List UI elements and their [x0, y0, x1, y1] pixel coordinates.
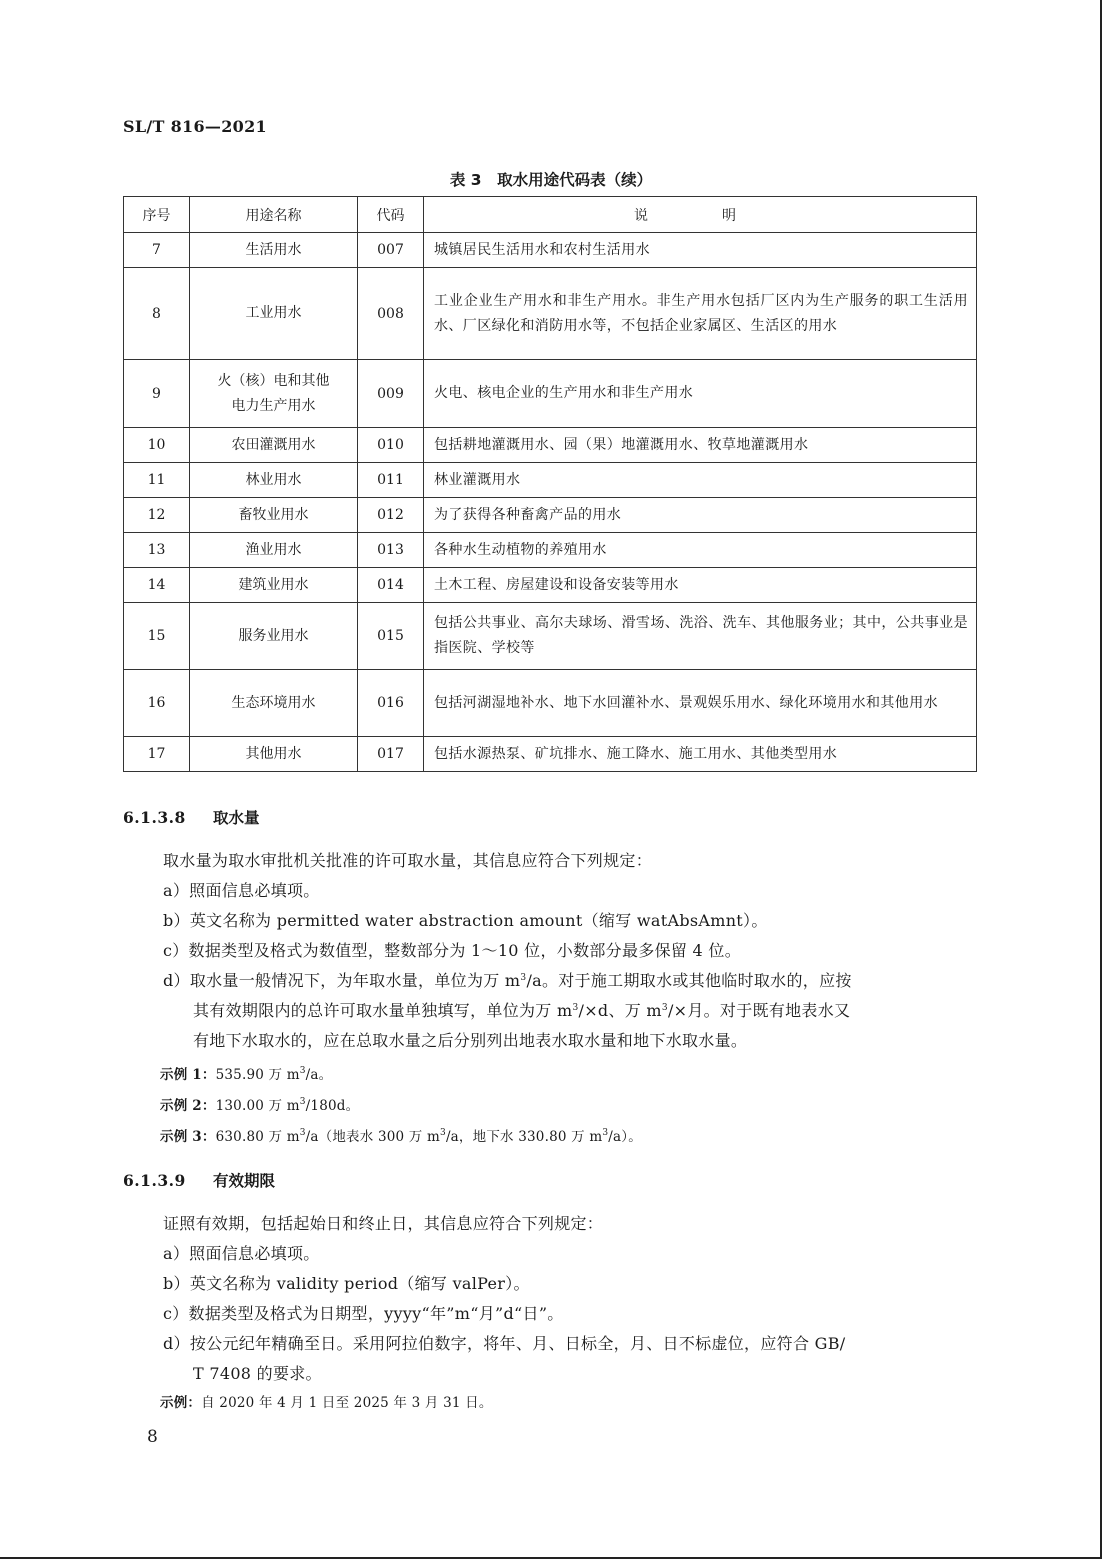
superscript: 3	[572, 1003, 579, 1013]
cell-desc: 林业灌溉用水	[424, 463, 977, 498]
table-row	[124, 498, 977, 533]
text-run: 130.00 万 m	[215, 1098, 300, 1114]
cell-name-line: 服务业用水	[238, 627, 309, 644]
example	[160, 1391, 493, 1411]
cell-name	[190, 603, 358, 670]
cell-seq: 16	[124, 670, 190, 737]
section-intro: 取水量为取水审批机关批准的许可取水量，其信息应符合下列规定：	[163, 851, 653, 870]
cell-desc: 为了获得各种畜禽产品的用水	[424, 498, 977, 533]
superscript: 3	[661, 1003, 668, 1013]
header-code: 代码	[358, 197, 424, 233]
superscript: 3	[299, 1097, 306, 1107]
cell-code: 015	[358, 603, 424, 670]
text-run: 其有效期限内的总许可取水量单独填写，单位为万 m	[193, 1001, 573, 1020]
cell-code: 011	[358, 463, 424, 498]
list-item-b: b）英文名称为 permitted water abstraction amount（缩写 watAbsAmnt）。	[163, 911, 768, 930]
list-item-d-line-3: 有地下水取水的，应在总取水量之后分别列出地表水取水量和地下水取水量。	[193, 1031, 748, 1050]
example-1	[160, 1063, 332, 1083]
header-seq: 序号	[124, 197, 190, 233]
text-run: /180d。	[305, 1098, 360, 1114]
cell-name-line: 生活用水	[245, 241, 302, 258]
list-item-c: c）数据类型及格式为数值型，整数部分为 1～10 位，小数部分最多保留 4 位。	[163, 941, 742, 960]
list-item-d-line-2	[193, 996, 850, 1026]
cell-name-line: 渔业用水	[245, 541, 302, 558]
text-run: 自 2020 年 4 月 1 日至 2025 年 3 月 31 日。	[201, 1395, 493, 1411]
table-row	[124, 568, 977, 603]
cell-code: 016	[358, 670, 424, 737]
header-name: 用途名称	[190, 197, 358, 233]
cell-desc: 包括公共事业、高尔夫球场、滑雪场、洗浴、洗车、其他服务业；其中，公共事业是指医院、学校等	[424, 603, 977, 670]
example-label: 示例 1：	[160, 1067, 216, 1083]
text-run: /×月。对于既有地表水又	[667, 1001, 851, 1020]
example-label: 示例 2：	[160, 1098, 216, 1114]
cell-name	[190, 360, 358, 428]
list-item-d-line-1: d）按公元纪年精确至日。采用阿拉伯数字，将年、月、日标全，月、日不标虚位，应符合 GB/	[163, 1334, 846, 1353]
example-label: 示例 3：	[160, 1129, 216, 1145]
superscript: 3	[602, 1128, 609, 1138]
cell-name-line: 工业用水	[245, 305, 302, 321]
cell-desc: 工业企业生产用水和非生产用水。非生产用水包括厂区内为生产服务的职工生活用水、厂区绿化和消防用水等，不包括企业家属区、生活区的用水	[424, 268, 977, 360]
cell-name	[190, 428, 358, 463]
cell-code: 007	[358, 233, 424, 268]
cell-code: 017	[358, 737, 424, 772]
text-run: /a。	[305, 1067, 333, 1083]
cell-name-line: 生态环境用水	[231, 694, 316, 711]
section-number: 6.1.3.9	[123, 1171, 186, 1190]
cell-code: 008	[358, 268, 424, 360]
text-run: /a（地表水 300 万 m	[305, 1129, 440, 1145]
cell-seq: 7	[124, 233, 190, 268]
cell-code: 013	[358, 533, 424, 568]
cell-desc: 包括河湖湿地补水、地下水回灌补水、景观娱乐用水、绿化环境用水和其他用水	[424, 670, 977, 737]
cell-name	[190, 498, 358, 533]
cell-name	[190, 737, 358, 772]
table-row	[124, 268, 977, 360]
table-row	[124, 463, 977, 498]
cell-desc: 包括耕地灌溉用水、园（果）地灌溉用水、牧草地灌溉用水	[424, 428, 977, 463]
cell-code: 009	[358, 360, 424, 428]
section-intro: 证照有效期，包括起始日和终止日，其信息应符合下列规定：	[163, 1214, 604, 1233]
table-row	[124, 670, 977, 737]
cell-seq: 14	[124, 568, 190, 603]
table-header-row	[124, 197, 977, 233]
cell-name	[190, 463, 358, 498]
cell-seq: 17	[124, 737, 190, 772]
section-heading-6-1-3-8	[123, 806, 260, 828]
text-run: /a。对于施工期取水或其他临时取水的，应按	[526, 971, 852, 990]
cell-desc: 城镇居民生活用水和农村生活用水	[424, 233, 977, 268]
example-3	[160, 1125, 642, 1145]
list-item-b: b）英文名称为 validity period（缩写 valPer）。	[163, 1274, 530, 1293]
cell-name	[190, 670, 358, 737]
table-row	[124, 428, 977, 463]
cell-name	[190, 268, 358, 360]
text-run: 630.80 万 m	[215, 1129, 300, 1145]
cell-name-line: 建筑业用水	[238, 576, 309, 593]
cell-seq: 15	[124, 603, 190, 670]
table-row	[124, 533, 977, 568]
table-title: 表 3 取水用途代码表（续）	[449, 171, 653, 189]
section-number: 6.1.3.8	[123, 808, 186, 827]
cell-code: 010	[358, 428, 424, 463]
table-row	[124, 737, 977, 772]
superscript: 3	[520, 973, 527, 983]
water-use-code-table	[123, 196, 977, 772]
superscript: 3	[299, 1066, 306, 1076]
cell-code: 012	[358, 498, 424, 533]
cell-seq: 8	[124, 268, 190, 360]
example-label: 示例：	[160, 1395, 202, 1411]
cell-seq: 13	[124, 533, 190, 568]
list-item-d-line-2: T 7408 的要求。	[193, 1364, 322, 1383]
list-item-a: a）照面信息必填项。	[163, 881, 320, 900]
section-title: 有效期限	[213, 1171, 276, 1190]
text-run: d）取水量一般情况下，为年取水量，单位为万 m	[163, 971, 521, 990]
cell-name-line: 火（核）电和其他	[217, 372, 330, 389]
text-run: /a，地下水 330.80 万 m	[445, 1129, 603, 1145]
section-heading-6-1-3-9	[123, 1169, 275, 1191]
cell-name	[190, 533, 358, 568]
header-desc: 说 明	[424, 197, 977, 233]
cell-name	[190, 233, 358, 268]
cell-seq: 10	[124, 428, 190, 463]
cell-desc: 包括水源热泵、矿坑排水、施工降水、施工用水、其他类型用水	[424, 737, 977, 772]
cell-name-line: 畜牧业用水	[238, 506, 309, 523]
table-row	[124, 233, 977, 268]
cell-desc: 各种水生动植物的养殖用水	[424, 533, 977, 568]
table-row	[124, 603, 977, 670]
text-run: 535.90 万 m	[215, 1067, 300, 1083]
list-item-a: a）照面信息必填项。	[163, 1244, 320, 1263]
cell-seq: 11	[124, 463, 190, 498]
superscript: 3	[299, 1128, 306, 1138]
list-item-c: c）数据类型及格式为日期型，yyyy“年”m“月”d“日”。	[163, 1304, 564, 1323]
section-title: 取水量	[213, 808, 260, 827]
document-code: SL/T 816—2021	[123, 117, 267, 136]
cell-name-line: 电力生产用水	[231, 397, 316, 414]
cell-name-line: 农田灌溉用水	[231, 436, 316, 453]
cell-code: 014	[358, 568, 424, 603]
page-number: 8	[147, 1427, 158, 1447]
cell-name-line: 林业用水	[245, 471, 302, 488]
list-item-d-line-1	[163, 966, 852, 996]
text-run: /a）。	[608, 1129, 642, 1145]
cell-seq: 9	[124, 360, 190, 428]
cell-desc: 土木工程、房屋建设和设备安装等用水	[424, 568, 977, 603]
cell-name	[190, 568, 358, 603]
cell-seq: 12	[124, 498, 190, 533]
cell-desc: 火电、核电企业的生产用水和非生产用水	[424, 360, 977, 428]
superscript: 3	[440, 1128, 446, 1138]
example-2	[160, 1094, 359, 1114]
table-row	[124, 360, 977, 428]
cell-name-line: 其他用水	[245, 745, 302, 762]
text-run: /×d、万 m	[578, 1001, 662, 1020]
